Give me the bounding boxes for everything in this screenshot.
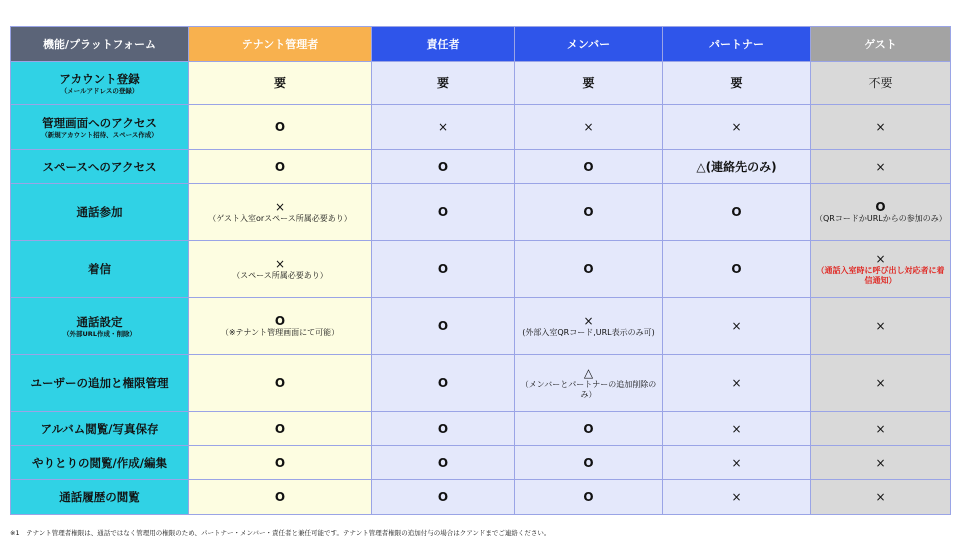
permission-cell xyxy=(372,184,515,241)
permission-value: O xyxy=(583,490,594,504)
permission-cell xyxy=(189,105,372,150)
permission-value: O xyxy=(274,421,286,436)
permission-value: O xyxy=(437,159,449,174)
permission-value: O xyxy=(437,319,449,333)
permission-value: O xyxy=(274,314,286,328)
permission-note: （メンバーとパートナーの追加削除のみ） xyxy=(520,380,657,399)
column-header: メンバー xyxy=(515,27,663,62)
table-row xyxy=(11,105,951,150)
permission-value: × xyxy=(583,314,594,328)
permission-value: O xyxy=(437,376,449,390)
permission-value: × xyxy=(875,120,886,134)
permission-value: O xyxy=(583,159,594,174)
permission-cell xyxy=(515,446,663,480)
feature-label xyxy=(11,241,189,298)
permission-value: × xyxy=(583,120,594,134)
permission-value: × xyxy=(731,490,742,504)
permission-value: O xyxy=(583,421,594,436)
permission-value: △(連絡先のみ) xyxy=(696,159,777,174)
column-header: 機能/プラットフォーム xyxy=(11,27,189,62)
feature-name: 管理画面へのアクセス xyxy=(42,115,157,130)
permission-cell xyxy=(372,241,515,298)
feature-name: 通話履歴の閲覧 xyxy=(59,490,140,504)
feature-name: アカウント登録 xyxy=(59,71,140,86)
permission-cell xyxy=(189,446,372,480)
table-row xyxy=(11,298,951,355)
permission-cell xyxy=(189,412,372,446)
permission-cell xyxy=(372,62,515,105)
permission-value: O xyxy=(274,490,286,504)
permission-value: × xyxy=(875,376,886,390)
permission-value: O xyxy=(437,262,449,276)
feature-label xyxy=(11,105,189,150)
permission-value: 要 xyxy=(582,76,595,90)
permission-value: × xyxy=(274,200,286,214)
permission-value: O xyxy=(437,490,449,504)
feature-label xyxy=(11,184,189,241)
permission-cell xyxy=(372,150,515,184)
table-row xyxy=(11,150,951,184)
feature-label xyxy=(11,298,189,355)
permission-cell xyxy=(189,480,372,515)
permission-value: O xyxy=(274,159,286,174)
permission-value: O xyxy=(583,262,594,276)
permission-value: O xyxy=(583,205,594,219)
permission-value: × xyxy=(875,421,886,436)
permission-value: O xyxy=(274,376,286,390)
permission-cell xyxy=(372,412,515,446)
column-header: ゲスト xyxy=(811,27,951,62)
permission-cell xyxy=(811,62,951,105)
permission-cell xyxy=(811,446,951,480)
column-header: パートナー xyxy=(663,27,811,62)
permission-value: × xyxy=(274,257,286,271)
permission-note: （ゲスト入室orスペース所属必要あり） xyxy=(208,214,352,223)
table-row xyxy=(11,355,951,412)
feature-name: アルバム閲覧/写真保存 xyxy=(40,421,159,436)
permission-cell xyxy=(189,298,372,355)
permission-value: O xyxy=(875,200,886,214)
permission-cell xyxy=(515,150,663,184)
permission-note: （通話入室時に呼び出し対応者に着信通知） xyxy=(816,266,945,285)
permission-value: O xyxy=(274,120,286,134)
permission-value: × xyxy=(875,490,886,504)
permission-cell xyxy=(663,446,811,480)
permission-cell xyxy=(663,241,811,298)
feature-subtext: （外部URL作成・削除） xyxy=(63,329,136,338)
permission-value: × xyxy=(875,455,886,470)
permission-note: （※テナント管理画面にて可能） xyxy=(220,328,340,337)
feature-name: スペースへのアクセス xyxy=(42,159,157,174)
permission-cell xyxy=(811,105,951,150)
permission-cell xyxy=(515,105,663,150)
permission-value: O xyxy=(437,421,449,436)
feature-name: やりとりの閲覧/作成/編集 xyxy=(32,455,167,470)
permission-cell xyxy=(811,184,951,241)
permission-cell xyxy=(372,355,515,412)
table-row xyxy=(11,480,951,515)
feature-name: 着信 xyxy=(88,262,111,276)
feature-name: 通話設定 xyxy=(76,314,123,329)
feature-label xyxy=(11,150,189,184)
feature-label xyxy=(11,355,189,412)
feature-label xyxy=(11,412,189,446)
header-row xyxy=(11,27,951,62)
permission-cell xyxy=(189,241,372,298)
permissions-table xyxy=(10,26,951,515)
permission-cell xyxy=(663,298,811,355)
permission-cell xyxy=(515,412,663,446)
permission-value: 要 xyxy=(730,76,743,90)
permission-cell xyxy=(811,150,951,184)
permission-value: × xyxy=(731,421,742,436)
table-row xyxy=(11,446,951,480)
permission-cell xyxy=(663,480,811,515)
permission-cell xyxy=(372,480,515,515)
permission-cell xyxy=(515,355,663,412)
permission-cell xyxy=(515,62,663,105)
feature-subtext: （新規アカウント招待、スペース作成） xyxy=(41,130,158,139)
table-row xyxy=(11,241,951,298)
footnote: ※1 テナント管理者権限は、通話ではなく管理用の権限のため、パートナー・メンバー・責任者と兼任可能です。テナント管理者権限の追加付与の場合はクアンドまでご連絡ください。 xyxy=(10,529,551,537)
permission-value: 要 xyxy=(273,76,286,90)
permission-value: × xyxy=(731,319,742,333)
table-row xyxy=(11,62,951,105)
column-header: 責任者 xyxy=(372,27,515,62)
permission-cell xyxy=(663,355,811,412)
permission-value: O xyxy=(731,262,742,276)
permission-cell xyxy=(663,412,811,446)
permission-cell xyxy=(663,105,811,150)
permission-cell xyxy=(189,355,372,412)
permission-value: × xyxy=(875,319,886,333)
permission-value: × xyxy=(437,120,449,134)
permission-value: △ xyxy=(583,366,594,380)
table-row xyxy=(11,184,951,241)
permission-value: × xyxy=(731,120,742,134)
feature-name: 通話参加 xyxy=(76,205,123,219)
permission-cell xyxy=(811,241,951,298)
permission-value: O xyxy=(437,455,449,470)
permission-value: O xyxy=(274,455,286,470)
permission-cell xyxy=(189,150,372,184)
column-header: テナント管理者 xyxy=(189,27,372,62)
permission-cell xyxy=(663,150,811,184)
permission-value: O xyxy=(731,205,742,219)
permission-cell xyxy=(515,241,663,298)
permission-cell xyxy=(189,184,372,241)
permission-value: 不要 xyxy=(868,76,893,90)
permission-cell xyxy=(663,62,811,105)
permission-cell xyxy=(811,480,951,515)
permission-cell xyxy=(811,298,951,355)
permission-value: × xyxy=(731,376,742,390)
permission-note: （スペース所属必要あり） xyxy=(232,271,328,280)
table-row xyxy=(11,412,951,446)
permission-cell xyxy=(372,446,515,480)
permission-cell xyxy=(189,62,372,105)
permission-cell xyxy=(811,412,951,446)
permission-cell xyxy=(515,480,663,515)
permission-cell xyxy=(811,355,951,412)
permission-value: × xyxy=(875,159,886,174)
permission-value: O xyxy=(583,455,594,470)
permission-value: × xyxy=(875,252,886,266)
permission-note: (外部入室QRコード,URL表示のみ可) xyxy=(522,328,655,337)
permission-cell xyxy=(663,184,811,241)
feature-name: ユーザーの追加と権限管理 xyxy=(30,376,169,390)
permission-note: （QRコードかURLからの参加のみ） xyxy=(815,214,947,223)
permission-cell xyxy=(372,105,515,150)
permission-cell xyxy=(515,298,663,355)
feature-label xyxy=(11,446,189,480)
feature-label xyxy=(11,62,189,105)
permission-cell xyxy=(515,184,663,241)
permission-cell xyxy=(372,298,515,355)
permission-value: O xyxy=(437,205,449,219)
feature-subtext: （メールアドレスの登録） xyxy=(60,86,139,95)
permission-value: × xyxy=(731,455,742,470)
feature-label xyxy=(11,480,189,515)
permission-value: 要 xyxy=(436,76,449,90)
